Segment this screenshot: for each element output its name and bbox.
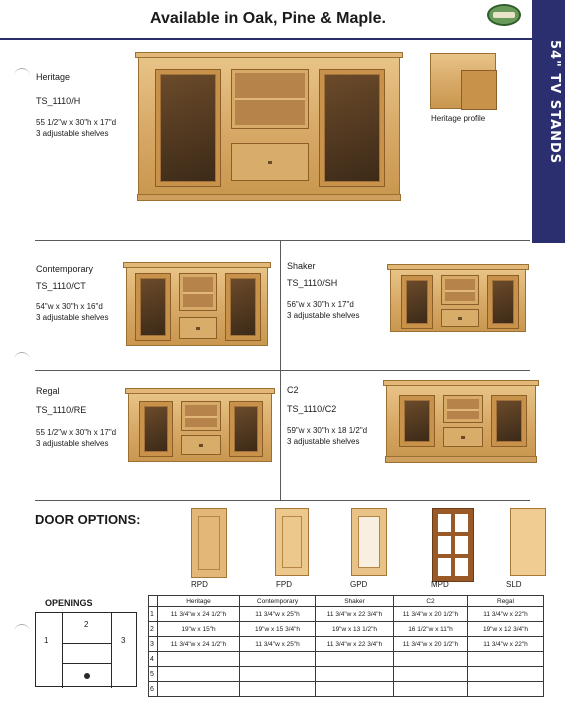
product-name-contemporary: Contemporary [36,264,94,274]
row-number: 5 [149,667,158,682]
shaker-tv-stand-image [390,268,526,332]
c2-tv-stand-image [386,384,536,458]
door-options-title: DOOR OPTIONS: [35,512,141,527]
product-shelves-shaker: 3 adjustable shelves [287,311,360,320]
table-cell: 11 3/4"w x 22 3/4"h [316,607,394,622]
column-header-regal: Regal [468,596,544,607]
product-dims-heritage: 55 1/2"w x 30"h x 17"d [36,118,117,127]
door-option-fpd-label: FPD [276,580,292,589]
section-divider [35,240,530,241]
heritage-profile-image [430,53,496,109]
product-dims-contemporary: 54"w x 30"h x 16"d [36,302,103,311]
product-dims-shaker: 56"w x 30"h x 17"d [287,300,354,309]
table-row [149,637,544,652]
product-dims-regal: 55 1/2"w x 30"h x 17"d [36,428,117,437]
door-option-rpd-label: RPD [191,580,208,589]
table-row [149,652,544,667]
heritage-profile-label: Heritage profile [431,114,486,123]
table-cell [240,682,316,697]
table-cell [394,682,468,697]
product-code-heritage: TS_1110/H [36,96,81,106]
regal-tv-stand-image [128,392,272,462]
table-cell [316,682,394,697]
product-shelves-c2: 3 adjustable shelves [287,437,360,446]
table-cell [468,682,544,697]
page-curl-mark [14,624,30,634]
table-cell: 19"w x 15 3/4"h [240,622,316,637]
heritage-tv-stand-image [138,56,400,196]
table-cell: 19"w x 13 1/2"h [316,622,394,637]
openings-title: OPENINGS [45,598,93,608]
table-corner-cell [149,596,158,607]
page-title: Available in Oak, Pine & Maple. [150,10,386,27]
door-option-fpd-image [275,508,309,576]
column-header-shaker: Shaker [316,596,394,607]
table-cell [316,652,394,667]
section-divider [35,370,530,371]
column-header-heritage: Heritage [158,596,240,607]
table-cell [394,652,468,667]
table-cell: 19"w x 15"h [158,622,240,637]
opening-label-1: 1 [44,636,49,645]
row-number: 4 [149,652,158,667]
door-option-sld-image [510,508,546,576]
table-cell [240,652,316,667]
column-header-c2: C2 [394,596,468,607]
table-row [149,682,544,697]
column-header-contemporary: Contemporary [240,596,316,607]
table-cell: 11 3/4"w x 24 1/2"h [158,637,240,652]
opening-label-2: 2 [84,620,89,629]
table-cell: 11 3/4"w x 25"h [240,637,316,652]
product-name-shaker: Shaker [287,261,316,271]
table-cell [394,667,468,682]
page-curl-mark [14,68,30,78]
door-option-mpd-image [432,508,474,582]
row-number: 2 [149,622,158,637]
door-option-rpd-image [191,508,227,578]
table-header-row [149,596,544,607]
row-number: 3 [149,637,158,652]
table-cell: 11 3/4"w x 22"h [468,607,544,622]
table-row [149,667,544,682]
row-number: 1 [149,607,158,622]
contemporary-tv-stand-image [126,266,268,346]
table-cell [468,667,544,682]
table-cell: 11 3/4"w x 24 1/2"h [158,607,240,622]
header-rule [0,38,532,40]
table-cell: 11 3/4"w x 20 1/2"h [394,607,468,622]
opening-label-3: 3 [121,636,126,645]
product-code-shaker: TS_1110/SH [287,278,338,288]
product-code-c2: TS_1110/C2 [287,404,337,414]
product-name-heritage: Heritage [36,72,71,82]
table-cell: 19"w x 12 3/4"h [468,622,544,637]
product-code-regal: TS_1110/RE [36,405,87,415]
product-code-contemporary: TS_1110/CT [36,281,86,291]
door-option-gpd-label: GPD [350,580,368,589]
table-cell [158,667,240,682]
table-cell: 11 3/4"w x 25"h [240,607,316,622]
table-cell: 11 3/4"w x 20 1/2"h [394,637,468,652]
table-cell: 11 3/4"w x 22 3/4"h [316,637,394,652]
table-cell: 16 1/2"w x 11"h [394,622,468,637]
product-shelves-heritage: 3 adjustable shelves [36,129,109,138]
table-row [149,622,544,637]
table-cell [158,682,240,697]
table-cell [240,667,316,682]
table-cell [158,652,240,667]
openings-table [148,595,544,697]
product-name-regal: Regal [36,386,60,396]
door-option-sld-label: SLD [506,580,522,589]
table-row [149,607,544,622]
door-option-gpd-image [351,508,387,576]
product-shelves-regal: 3 adjustable shelves [36,439,109,448]
table-cell [316,667,394,682]
table-cell: 11 3/4"w x 22"h [468,637,544,652]
product-shelves-contemporary: 3 adjustable shelves [36,313,109,322]
row-number: 6 [149,682,158,697]
side-banner-text: 54" TV STANDS [547,40,562,165]
product-dims-c2: 59"w x 30"h x 18 1/2"d [287,426,368,435]
section-divider [35,500,530,501]
oak-leaf-logo-icon [487,4,521,26]
page-curl-mark [14,352,30,362]
product-name-c2: C2 [287,385,299,395]
table-cell [468,652,544,667]
door-option-mpd-label: MPD [431,580,449,589]
